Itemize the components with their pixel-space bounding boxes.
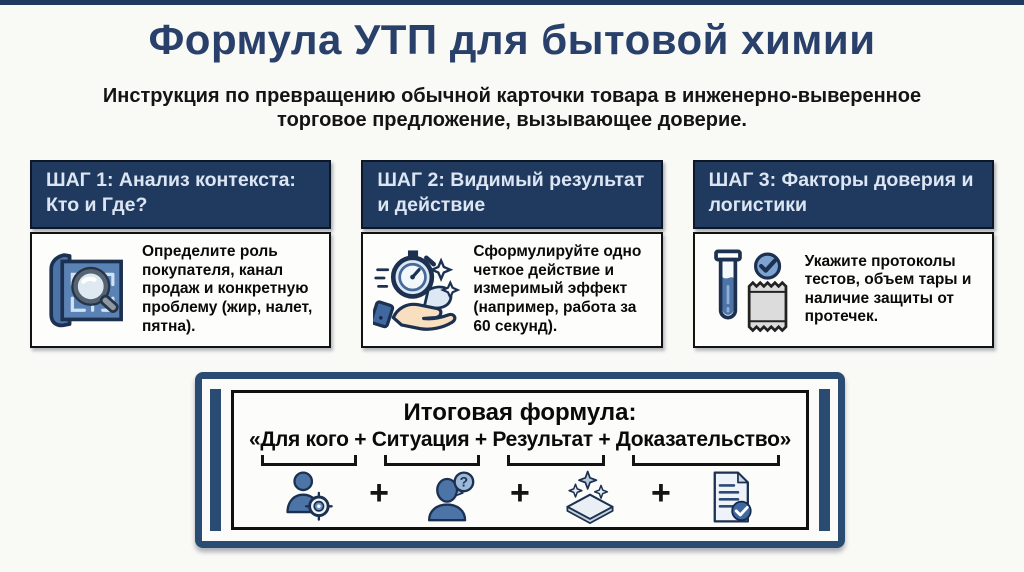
- step-3-body: [693, 232, 994, 348]
- step-3-description: Укажите протоколы тестов, объем тары и наличие защиты от протечек.: [804, 252, 972, 326]
- testtube-sachet-icon: [705, 242, 797, 338]
- step-card-1: [30, 160, 331, 348]
- term-bracket-situation: [384, 455, 480, 466]
- top-accent-bar: [0, 0, 1024, 5]
- formula-panel: [231, 390, 809, 530]
- stopwatch-hand-icon: [373, 242, 465, 338]
- svg-text:?: ?: [459, 473, 468, 490]
- step-1-header: [30, 160, 331, 229]
- plus-sign: +: [369, 474, 389, 512]
- step-2-body: [361, 232, 662, 348]
- step-1-body: [30, 232, 331, 348]
- formula-title: Итоговая формула:: [403, 399, 637, 426]
- formula-frame: [202, 379, 838, 541]
- term-bracket-for-whom: [261, 455, 357, 466]
- step-3-title: ШАГ 3: Факторы доверия и логистики: [708, 169, 974, 217]
- formula-expression: «Для кого + Ситуация + Результат + Доказательство»: [248, 428, 792, 451]
- step-2-description: Сформулируйте одно четкое действие и измеримый эффект (например, работа за 60 секунд).: [473, 243, 642, 335]
- person-question-icon: [421, 468, 479, 526]
- term-bracket-proof: [632, 455, 780, 466]
- step-1-title: ШАГ 1: Анализ контекста: Кто и Где?: [46, 169, 296, 217]
- step-card-2: [361, 160, 662, 348]
- steps-row: [30, 160, 994, 348]
- step-3-header: [693, 160, 994, 229]
- plus-sign: +: [510, 474, 530, 512]
- page-subtitle: Инструкция по превращению обычной карточки товара в инженерно-выверенное торговое предложение, вызывающее доверие.: [102, 85, 922, 132]
- formula-right-stripe: [819, 389, 830, 531]
- document-check-icon: [702, 468, 760, 526]
- term-bracket-result: [507, 455, 605, 466]
- formula-box: [195, 372, 845, 548]
- step-2-header: [361, 160, 662, 229]
- sparkling-surface-icon: [561, 468, 619, 526]
- step-2-title: ШАГ 2: Видимый результат и действие: [377, 169, 645, 217]
- page-title: Формула УТП для бытовой химии: [148, 16, 876, 63]
- plus-sign: +: [651, 474, 671, 512]
- formula-icons-row: [234, 468, 806, 526]
- formula-brackets: [234, 455, 806, 466]
- step-card-3: [693, 160, 994, 348]
- step-1-description: Определите роль покупателя, канал продаж и конкретную проблему (жир, налет, пятна).: [142, 243, 313, 335]
- blueprint-magnifier-icon: [42, 242, 134, 338]
- person-target-icon: [280, 468, 338, 526]
- formula-left-stripe: [210, 389, 221, 531]
